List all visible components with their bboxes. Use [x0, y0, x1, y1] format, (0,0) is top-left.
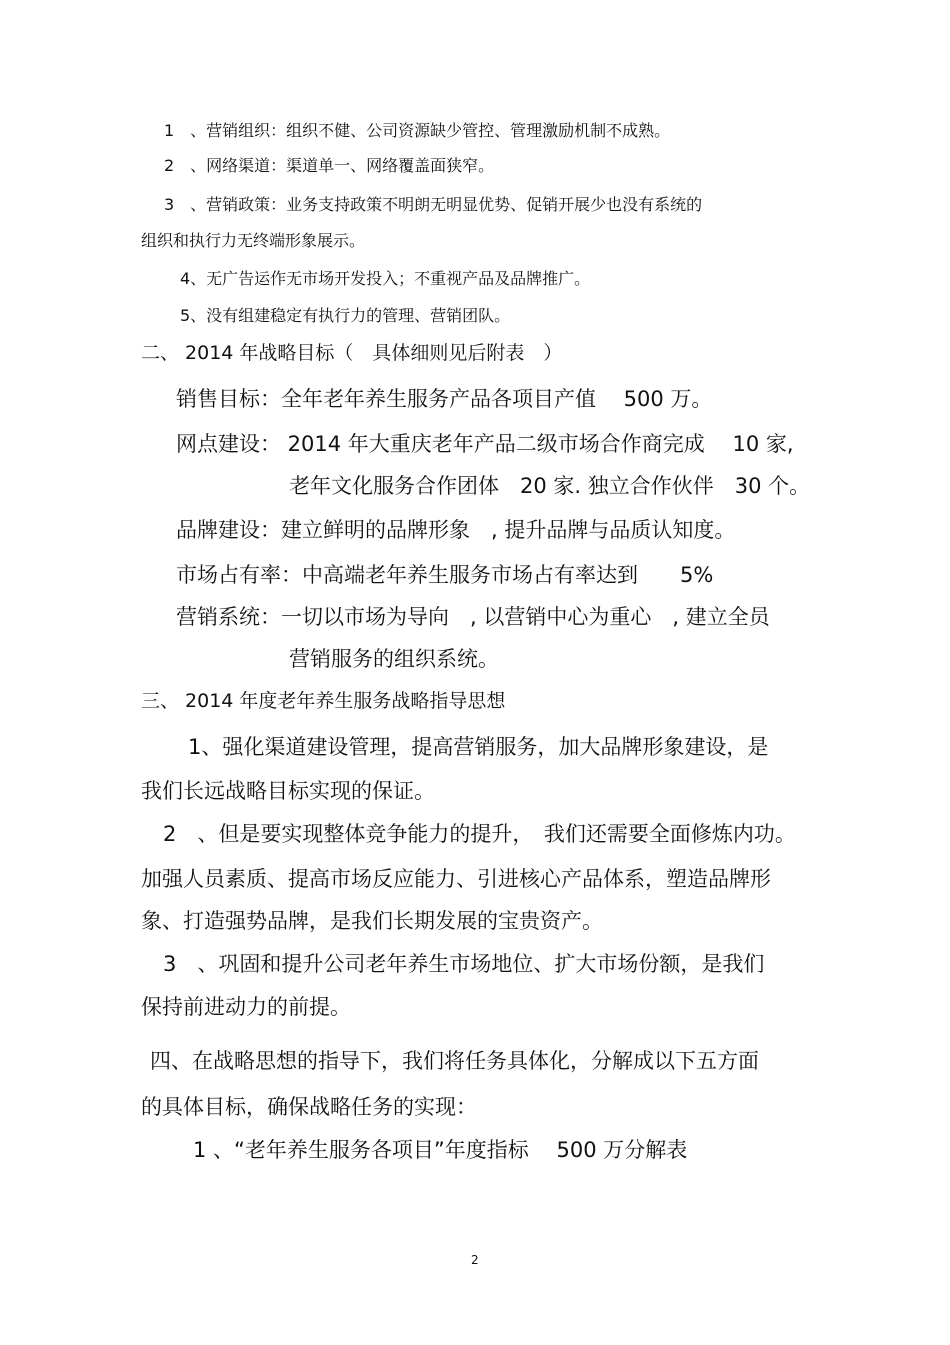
page-number: 2 — [471, 1253, 479, 1267]
weakness-item-2: 2 、网络渠道：渠道单一、网络覆盖面狭窄。 — [164, 156, 495, 175]
section-heading-goals: 二、 2014 年战略目标（ 具体细则见后附表 ） — [141, 342, 563, 364]
weakness-item-5: 5、没有组建稳定有执行力的管理、营销团队。 — [180, 306, 511, 325]
section-heading-guidance: 三、 2014 年度老年养生服务战略指导思想 — [141, 690, 506, 712]
guidance-para-3: 3 、巩固和提升公司老年养生市场地位、扩大市场份额，是我们 — [163, 952, 765, 976]
guidance-para-2: 2 、但是要实现整体竞争能力的提升， 我们还需要全面修炼内功。 — [163, 822, 796, 846]
guidance-para-3-continued: 保持前进动力的前提。 — [141, 995, 351, 1019]
brand-goal: 品牌建设：建立鲜明的品牌形象 , 提升品牌与品质认知度。 — [176, 518, 736, 542]
sales-goal: 销售目标：全年老年养生服务产品各项目产值 500 万。 — [176, 387, 713, 411]
weakness-item-1: 1 、营销组织：组织不健、公司资源缺少管控、管理激励机制不成熟。 — [164, 121, 671, 140]
section-heading-targets: 四、在战略思想的指导下，我们将任务具体化，分解成以下五方面 — [150, 1049, 759, 1073]
marketing-system-goal-continued: 营销服务的组织系统。 — [289, 647, 499, 671]
section-heading-targets-continued: 的具体目标，确保战略任务的实现： — [141, 1095, 477, 1119]
market-share-goal: 市场占有率：中高端老年养生服务市场占有率达到 5% — [176, 563, 714, 587]
weakness-item-3-continued: 组织和执行力无终端形象展示。 — [141, 231, 366, 250]
marketing-system-goal: 营销系统：一切以市场为导向 , 以营销中心为重心 , 建立全员 — [176, 605, 770, 629]
target-item-1: 1 、“老年养生服务各项目”年度指标 500 万分解表 — [193, 1138, 688, 1162]
network-goal-continued: 老年文化服务合作团体 20 家. 独立合作伙伴 30 个。 — [289, 474, 811, 498]
network-goal: 网点建设： 2014 年大重庆老年产品二级市场合作商完成 10 家, — [176, 432, 794, 456]
guidance-para-1: 1、强化渠道建设管理，提高营销服务，加大品牌形象建设，是 — [188, 735, 769, 759]
weakness-item-4: 4、无广告运作无市场开发投入；不重视产品及品牌推广。 — [180, 269, 591, 288]
weakness-item-3: 3 、营销政策：业务支持政策不明朗无明显优势、促销开展少也没有系统的 — [164, 195, 703, 214]
guidance-para-2-line-3: 象、打造强势品牌，是我们长期发展的宝贵资产。 — [141, 909, 603, 933]
guidance-para-2-line-2: 加强人员素质、提高市场反应能力、引进核心产品体系，塑造品牌形 — [141, 867, 771, 891]
guidance-para-1-continued: 我们长远战略目标实现的保证。 — [141, 779, 435, 803]
